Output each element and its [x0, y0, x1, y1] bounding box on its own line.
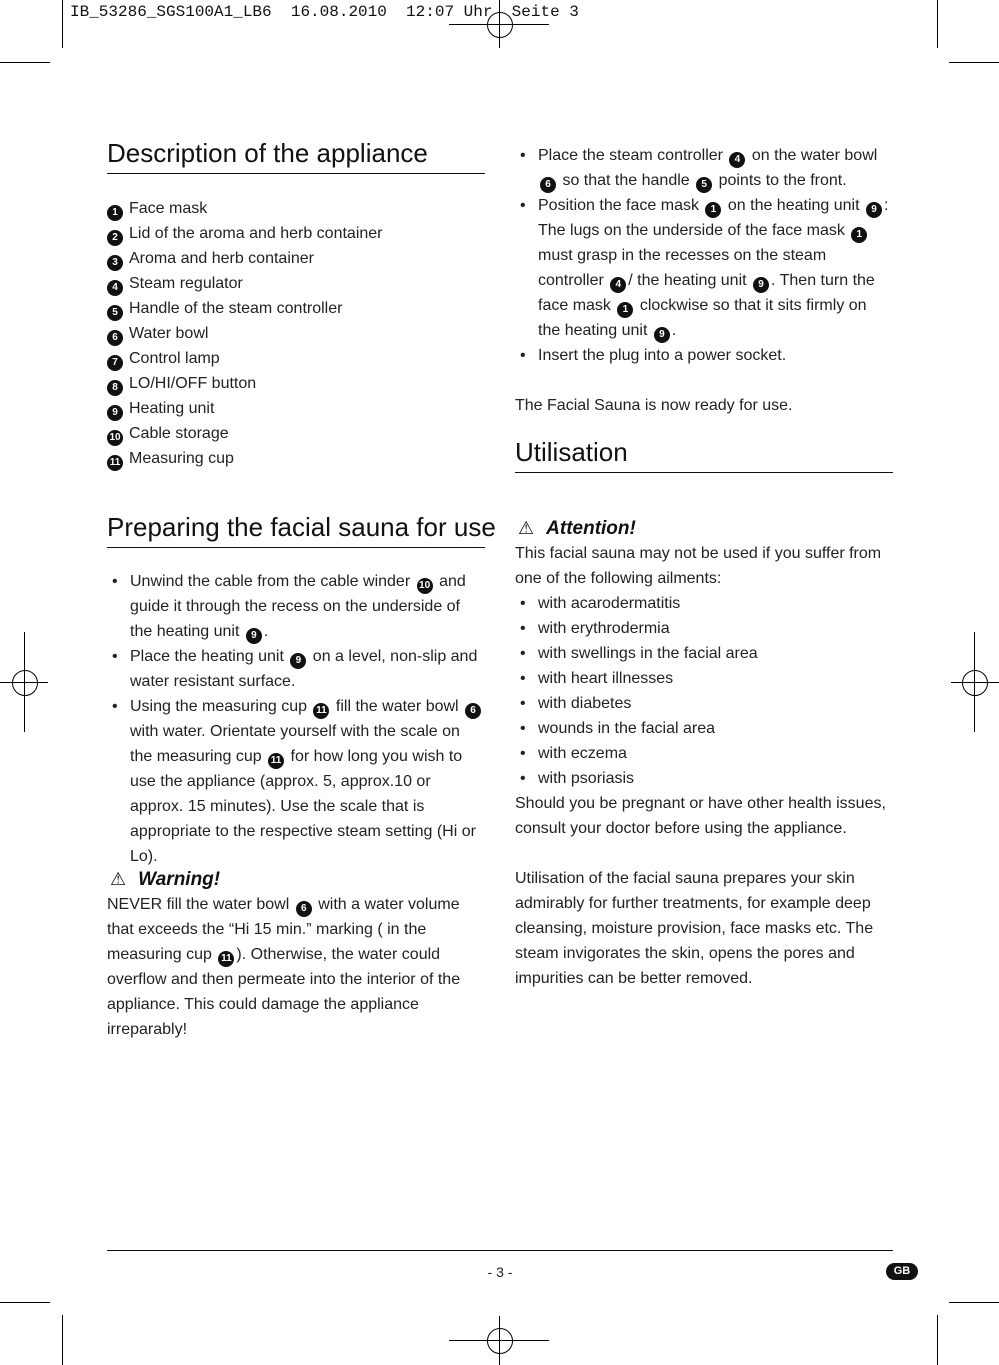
warning-icon: ⚠: [110, 869, 127, 889]
part-item: [107, 246, 485, 271]
part-item: [107, 221, 485, 246]
crop-mark: [937, 0, 938, 48]
preparing-steps: [107, 569, 485, 869]
preparing-section: [107, 512, 496, 869]
ailment-item: • with diabetes: [515, 691, 893, 716]
footer-rule: [107, 1250, 893, 1251]
part-item: [107, 321, 485, 346]
country-badge: GB: [886, 1263, 918, 1280]
part-label: Lid of the aroma and herb container: [129, 225, 383, 242]
warning-box: [107, 867, 485, 1042]
number-icon: 4: [610, 277, 626, 293]
registration-circle: [12, 670, 38, 696]
number-icon: 10: [107, 430, 123, 446]
parts-list: [107, 196, 485, 471]
number-icon: 9: [246, 628, 262, 644]
number-icon: 6: [465, 703, 481, 719]
number-icon: 5: [107, 305, 123, 321]
part-label: Measuring cup: [129, 450, 234, 467]
benefits-text: Utilisation of the facial sauna prepares your skin admirably for further treatments, for example deep cleansing, moisture provision, face masks etc. The steam invigorates the skin, opens the pores and impurities can be better removed.: [515, 870, 874, 987]
ailment-item: • wounds in the facial area: [515, 716, 893, 741]
part-label: Heating unit: [129, 400, 215, 417]
number-icon: 1: [851, 227, 867, 243]
number-icon: 1: [705, 202, 721, 218]
part-label: Handle of the steam controller: [129, 300, 343, 317]
number-icon: 3: [107, 255, 123, 271]
crop-mark: [62, 1315, 63, 1365]
pregnancy-note: Should you be pregnant or have other health issues, consult your doctor before using the appliance.: [515, 795, 886, 837]
part-item: [107, 346, 485, 371]
part-item: [107, 371, 485, 396]
part-item: [107, 446, 485, 471]
ailment-item: • with swellings in the facial area: [515, 641, 893, 666]
crop-mark: [62, 0, 63, 48]
number-icon: 1: [107, 205, 123, 221]
utilisation-section: [515, 437, 893, 991]
number-icon: 11: [218, 951, 234, 967]
part-item: [107, 296, 485, 321]
step-item: • Using the measuring cup 11 fill the water bowl 6 with water. Orientate yourself with the scale on the measuring cup 11 for how long you wish to use the appliance (approx. 5, approx.10 or approx. 15 minutes). Use the scale that is appropriate to the respective steam setting (Hi or Lo).: [107, 694, 485, 869]
description-heading: Description of the appliance: [107, 138, 485, 174]
left-column: [107, 138, 485, 471]
step-item: • Place the steam controller 4 on the water bowl 6 so that the handle 5 points to the front.: [515, 143, 893, 193]
registration-circle: [487, 1328, 513, 1354]
number-icon: 2: [107, 230, 123, 246]
preparing-heading: Preparing the facial sauna for use: [107, 512, 485, 548]
warning-title: ⚠ Warning!: [110, 869, 221, 890]
number-icon: 9: [290, 653, 306, 669]
registration-circle: [962, 670, 988, 696]
number-icon: 4: [729, 152, 745, 168]
part-item: [107, 196, 485, 221]
part-item: [107, 271, 485, 296]
part-label: Steam regulator: [129, 275, 243, 292]
part-item: [107, 396, 485, 421]
part-label: Water bowl: [129, 325, 209, 342]
crop-mark: [949, 1302, 999, 1303]
assembly-steps: [515, 143, 893, 368]
number-icon: 5: [696, 177, 712, 193]
number-icon: 6: [296, 901, 312, 917]
number-icon: 9: [753, 277, 769, 293]
part-label: Control lamp: [129, 350, 220, 367]
number-icon: 9: [654, 327, 670, 343]
number-icon: 1: [617, 302, 633, 318]
page-number: - 3 -: [487, 1264, 513, 1280]
number-icon: 11: [107, 455, 123, 471]
number-icon: 7: [107, 355, 123, 371]
assembly-section: [515, 143, 893, 418]
ailment-item: • with eczema: [515, 741, 893, 766]
crop-mark: [937, 1315, 938, 1365]
number-icon: 6: [540, 177, 556, 193]
step-item: • Position the face mask 1 on the heating unit 9 : The lugs on the underside of the face mask 1 must grasp in the recesses on the steam controller 4 / the heating unit 9 . Then turn the face mask 1 clockwise so that it sits firmly on the heating unit 9 .: [515, 193, 893, 343]
number-icon: 9: [107, 405, 123, 421]
step-item: • Unwind the cable from the cable winder 10 and guide it through the recess on the underside of the heating unit 9 .: [107, 569, 485, 644]
number-icon: 11: [313, 703, 329, 719]
number-icon: 11: [268, 753, 284, 769]
warning-text: NEVER fill the water bowl 6 with a water volume that exceeds the “Hi 15 min.” marking ( in the measuring cup 11 ). Otherwise, the water could overflow and then permeate into the interior of the appliance. This could damage the appliance irreparably!: [107, 896, 461, 1038]
attention-intro: This facial sauna may not be used if you suffer from one of the following ailments:: [515, 545, 882, 587]
ailment-item: • with psoriasis: [515, 766, 893, 791]
ready-text: The Facial Sauna is now ready for use.: [515, 397, 793, 414]
number-icon: 6: [107, 330, 123, 346]
attention-title: ⚠ Attention!: [518, 518, 636, 539]
utilisation-heading: Utilisation: [515, 437, 893, 473]
part-item: [107, 421, 485, 446]
crop-mark: [0, 62, 50, 63]
warning-icon: ⚠: [518, 518, 535, 538]
ailment-item: • with heart illnesses: [515, 666, 893, 691]
step-item: • Insert the plug into a power socket.: [515, 343, 893, 368]
print-slug: IB_53286_SGS100A1_LB6 16.08.2010 12:07 Uhr Seite 3: [70, 3, 579, 21]
crop-mark: [949, 62, 999, 63]
part-label: Cable storage: [129, 425, 229, 442]
part-label: LO/HI/OFF button: [129, 375, 257, 392]
crop-mark: [0, 1302, 50, 1303]
number-icon: 9: [866, 202, 882, 218]
number-icon: 10: [417, 578, 433, 594]
part-label: Aroma and herb container: [129, 250, 314, 267]
ailment-item: • with acarodermatitis: [515, 591, 893, 616]
ailments-list: [515, 591, 893, 791]
ailment-item: • with erythrodermia: [515, 616, 893, 641]
step-item: • Place the heating unit 9 on a level, non-slip and water resistant surface.: [107, 644, 485, 694]
part-label: Face mask: [129, 200, 208, 217]
number-icon: 8: [107, 380, 123, 396]
number-icon: 4: [107, 280, 123, 296]
